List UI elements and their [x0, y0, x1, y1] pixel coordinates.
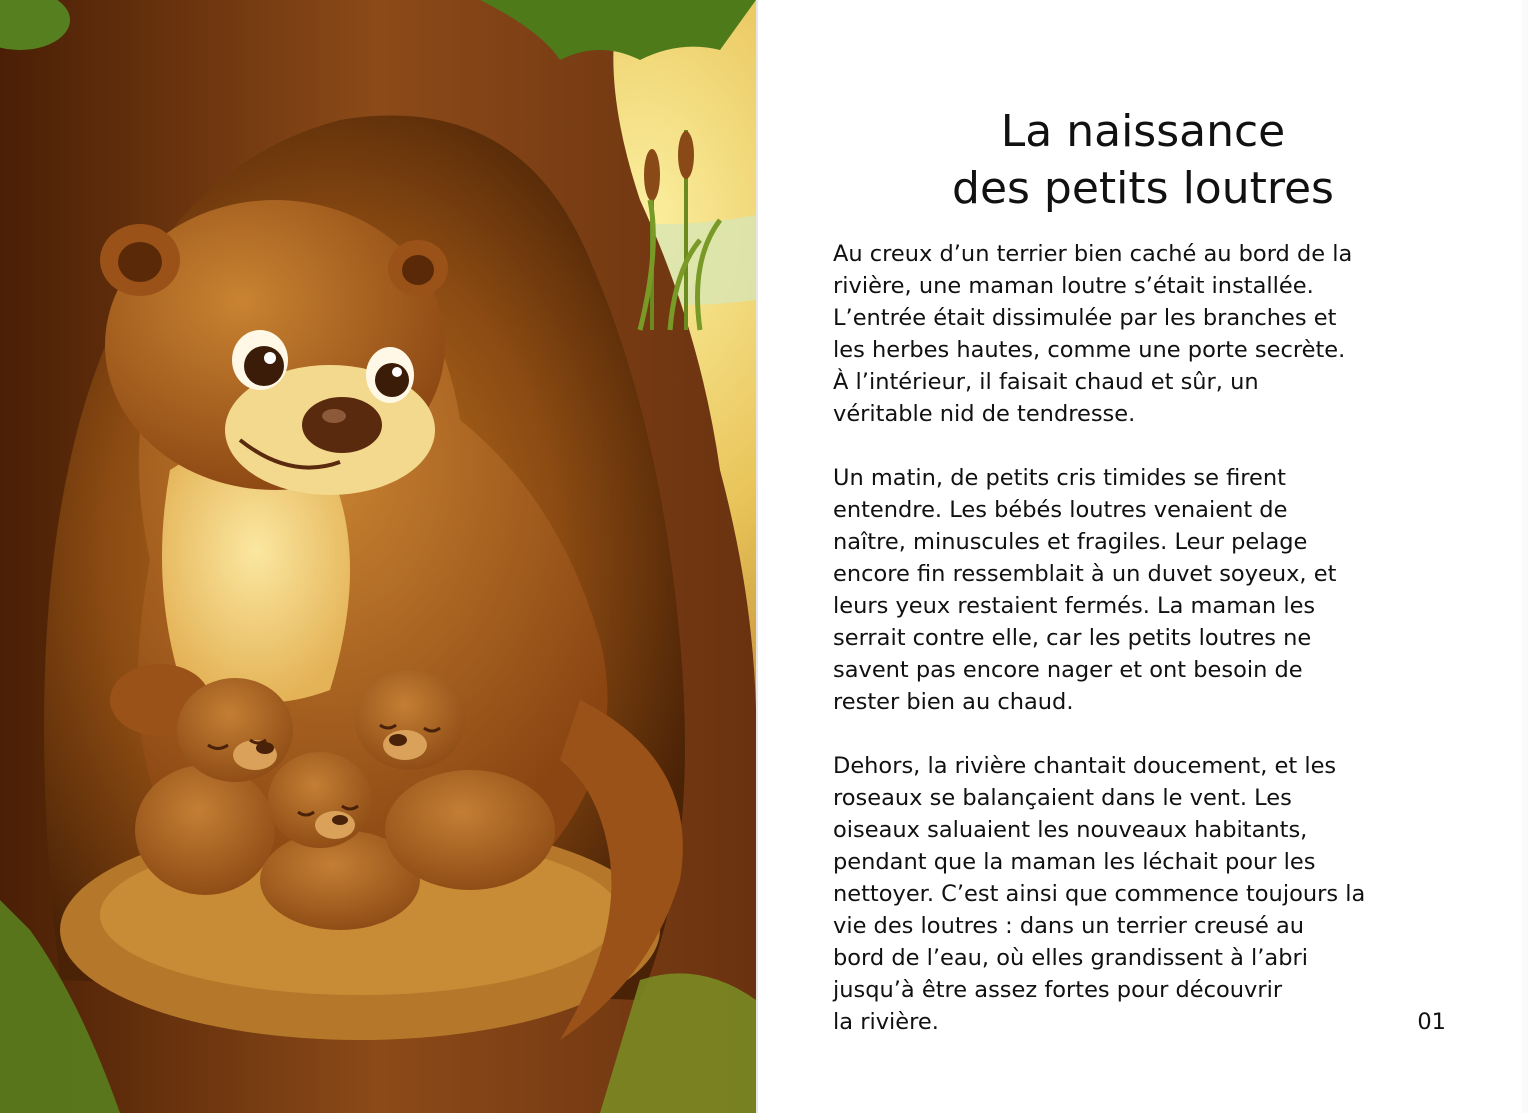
text-line: roseaux se balançaient dans le vent. Les	[833, 785, 1292, 811]
page-title-line-1: La naissance	[1000, 106, 1286, 158]
text-line: oiseaux saluaient les nouveaux habitants,	[833, 817, 1308, 843]
story-text	[833, 238, 1453, 1070]
text-line: vie des loutres : dans un terrier creusé au	[833, 913, 1305, 939]
text-line: la rivière.	[833, 1009, 939, 1035]
text-line: pendant que la maman les léchait pour les	[833, 849, 1316, 875]
text-line: rivière, une maman loutre s’était installée.	[833, 273, 1314, 299]
text-line: bord de l’eau, où elles grandissent à l’abri	[833, 945, 1309, 971]
text-line: Dehors, la rivière chantait doucement, et les	[833, 753, 1337, 779]
text-line: serrait contre elle, car les petits loutres ne	[833, 625, 1312, 651]
text-line: rester bien au chaud.	[833, 689, 1074, 715]
paragraph-2	[833, 462, 1453, 718]
text-line: Un matin, de petits cris timides se firent	[833, 465, 1286, 491]
text-line: À l’intérieur, il faisait chaud et sûr, un	[833, 369, 1259, 395]
text-line: naître, minuscules et fragiles. Leur pelage	[833, 529, 1308, 555]
paragraph-1	[833, 238, 1453, 430]
text-line: entendre. Les bébés loutres venaient de	[833, 497, 1288, 523]
text-line: savent pas encore nager et ont besoin de	[833, 657, 1303, 683]
text-line: les herbes hautes, comme une porte secrète.	[833, 337, 1346, 363]
text-line: Au creux d’un terrier bien caché au bord de la	[833, 241, 1353, 267]
scrollbar[interactable]	[1522, 0, 1528, 1113]
paragraph-3	[833, 750, 1453, 1038]
otter-illustration	[0, 0, 756, 1113]
otter-illustration-svg	[0, 0, 756, 1113]
page-title	[758, 103, 1528, 217]
text-line: L’entrée était dissimulée par les branches et	[833, 305, 1337, 331]
text-line: jusqu’à être assez fortes pour découvrir	[833, 977, 1283, 1003]
page-title-line-2: des petits loutres	[952, 163, 1334, 215]
page-number: 01	[1417, 1009, 1446, 1035]
text-page	[758, 0, 1528, 1113]
text-line: véritable nid de tendresse.	[833, 401, 1136, 427]
text-line: leurs yeux restaient fermés. La maman les	[833, 593, 1316, 619]
text-line: encore fin ressemblait à un duvet soyeux, et	[833, 561, 1337, 587]
text-line: nettoyer. C’est ainsi que commence toujours la	[833, 881, 1366, 907]
